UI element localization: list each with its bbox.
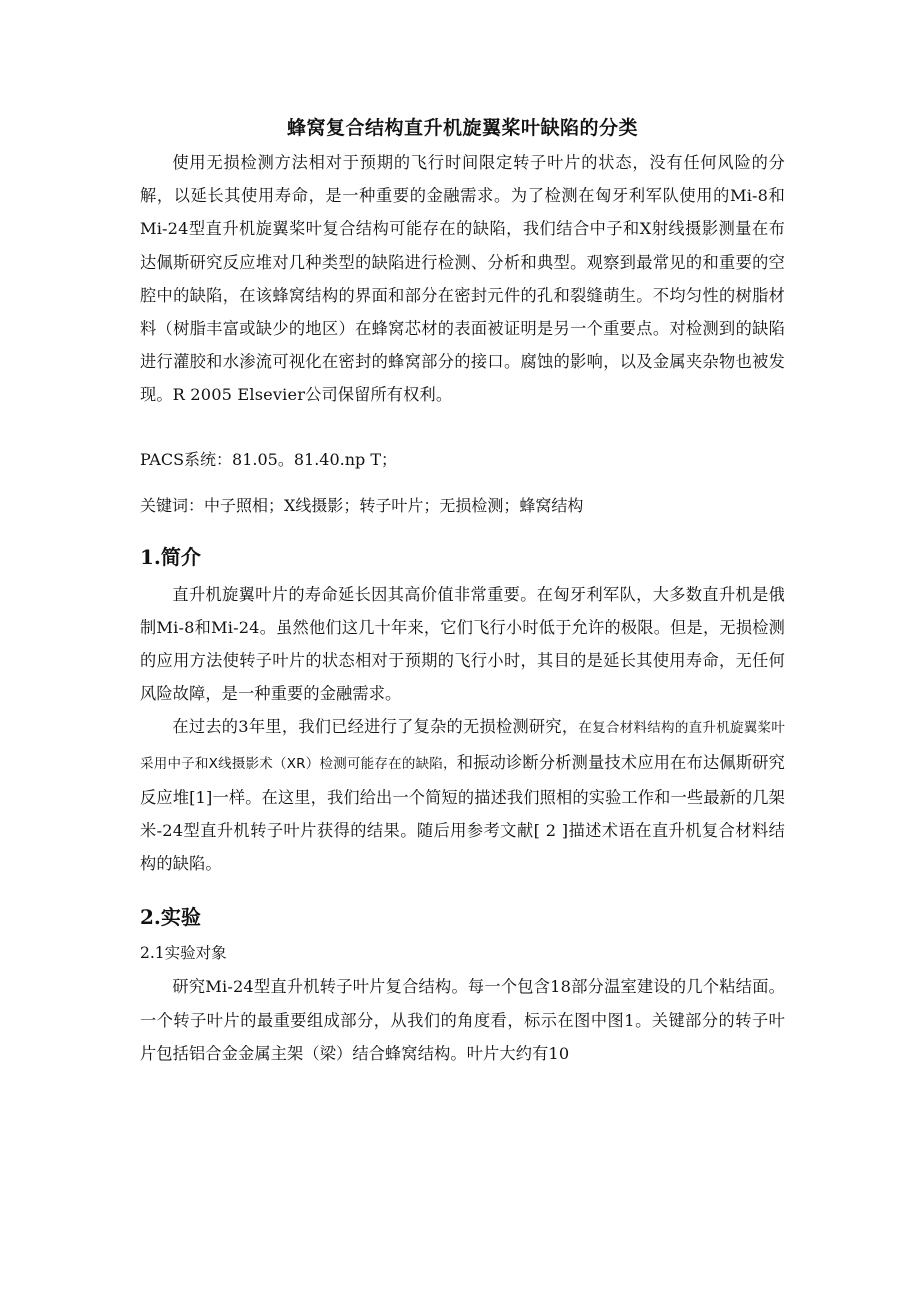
- introduction-paragraph-2-part-c: 和振动诊断分析测量技术应用在布达佩斯研究反应堆[1]一样。在这里，我们给出一个简短的描述我们照相的实验工作和一些最新的几架米-24型直升机转子叶片获得的结果。随后用参考文献[ 2 ]描述术语在直升机复合材料结构的缺陷。: [140, 752, 785, 874]
- section-heading-experiment: 2.实验: [140, 905, 201, 930]
- document-content: [140, 114, 785, 1070]
- subsection-heading-experiment-object: 2.1实验对象: [140, 944, 227, 963]
- introduction-paragraph-2: [140, 710, 785, 880]
- document-title: 蜂窝复合结构直升机旋翼桨叶缺陷的分类: [286, 117, 638, 139]
- keywords-line: 关键词：中子照相；X线摄影；转子叶片；无损检测；蜂窝结构: [140, 495, 584, 515]
- introduction-paragraph-2-part-b: 在复合材料结构的直升机旋翼桨叶采用中子和X线摄影术（XR）检测可能存在的缺陷，: [140, 720, 785, 772]
- introduction-paragraph-1: 直升机旋翼叶片的寿命延长因其高价值非常重要。在匈牙利军队，大多数直升机是俄制Mi-8和Mi-24。虽然他们这几十年来，它们飞行小时低于允许的极限。但是，无损检测的应用方法使转子叶片的状态相对于预期的飞行小时，其目的是延长其使用寿命，无任何风险故障，是一种重要的金融需求。: [140, 584, 785, 704]
- abstract-paragraph: 使用无损检测方法相对于预期的飞行时间限定转子叶片的状态，没有任何风险的分解，以延长其使用寿命，是一种重要的金融需求。为了检测在匈牙利军队使用的Mi-8和Mi-24型直升机旋翼桨叶复合结构可能存在的缺陷，我们结合中子和X射线摄影测量在布达佩斯研究反应堆对几种类型的缺陷进行检测、分析和典型。观察到最常见的和重要的空腔中的缺陷，在该蜂窝结构的界面和部分在密封元件的孔和裂缝萌生。不均匀性的树脂材料（树脂丰富或缺少的地区）在蜂窝芯材的表面被证明是另一个重要点。对检测到的缺陷进行灌胶和水渗流可视化在密封的蜂窝部分的接口。腐蚀的影响，以及金属夹杂物也被发现。R 2005 Elsevier公司保留所有权利。: [140, 153, 785, 405]
- section-heading-introduction: 1.简介: [140, 544, 201, 569]
- pacs-line: PACS系统：81.05。81.40.np T；: [140, 449, 398, 469]
- introduction-paragraph-2-part-a: 在过去的3年里，我们已经进行了复杂的无损检测研究，: [172, 717, 579, 737]
- experiment-paragraph-1: 研究Mi-24型直升机转子叶片复合结构。每一个包含18部分温室建设的几个粘结面。一个转子叶片的最重要组成部分，从我们的角度看，标示在图中图1。关键部分的转子叶片包括铝合金金属主架（梁）结合蜂窝结构。叶片大约有10: [140, 977, 785, 1063]
